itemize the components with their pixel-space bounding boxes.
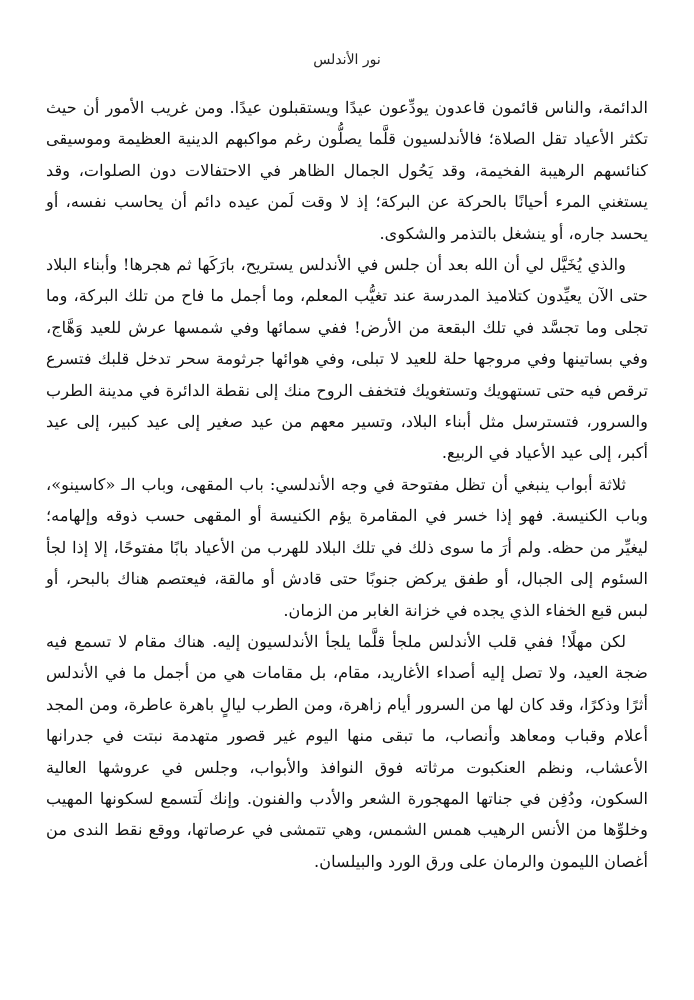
paragraph-1: الدائمة، والناس قائمون قاعدون يودِّعون عيدًا ويستقبلون عيدًا. ومن غريب الأمور أن حيث تكثر الأعياد تقل الصلاة؛ فالأندلسيون قلَّما يصلُّون رغم مواكبهم الدينية العظيمة وموسيقى كنائسهم الرهيبة الفخيمة، وقد يَحُول الجمال الظاهر في الاحتفالات دون الصلوات، وقد يستغني المرء أحيانًا بالحركة عن البركة؛ إذ لا وقت لَمن عيده دائم أن يحاسب نفسه، أو يحسد جاره، أو ينشغل بالتذمر والشكوى. [46, 98, 648, 243]
paragraph-4: لكن مهلًا! ففي قلب الأندلس ملجأ قلَّما يلجأ الأندلسيون إليه. هناك مقام لا تسمع فيه ضجة العيد، ولا تصل إليه أصداء الأغاريد، مقام، بل مقامات هي من أجمل ما في الأندلس أثرًا وذكرًا، وقد كان لها من السرور أيام زاهرة، ومن الطرب ليالٍ باهرة عاطرة، ومن المجد أعلام وقباب ومعاهد وأنصاب، ما تبقى منها اليوم غير قصور متهدمة نبتت في جدرانها الأعشاب، ونظم العنكبوت مرثاته فوق النوافذ والأبواب، وجلس في عروشها العالية السكون، ودُفِن في جناتها المهجورة الشعر والأدب والفنون. وإنك لَتسمع لسكونها المهيب وخلوِّها من الأنس الرهيب همس الشمس، وهي تتمشى في عرصاتها، ووقع نقط الندى من أغصان الليمون والرمان على ورق الورد والبيلسان. [46, 631, 648, 871]
running-header: نور الأندلس [313, 52, 381, 68]
body-text [46, 92, 648, 877]
paragraph-2: والذي يُخَيَّل لي أن الله بعد أن جلس في الأندلس يستريح، بارَكَها ثم هجرها! وأبناء البلاد حتى الآن يعيِّدون كتلاميذ المدرسة عند تغيُّب المعلم، وما أجمل ما فاح من تلك البركة، وما تجلى وما تجسَّد في تلك البقعة من الأرض! ففي سمائها وفي شمسها عرش للعيد وَهَّاج، وفي بساتينها وفي مروجها حلة للعيد لا تبلى، وفي هوائها جرثومة سحر تدخل قلبك فتسرع ترقص فيه حتى تستهويك وتستغويك فتخفف الروح منك إلى نقطة الدائرة في مدينة الطرب والسرور، فتسترسل مثل أبناء البلاد، وتسير معهم من عيد صغير إلى عيد كبير، إلى عيد أكبر، إلى عيد الأعياد في الربيع. [46, 255, 648, 463]
paragraph-3: ثلاثة أبواب ينبغي أن تظل مفتوحة في وجه الأندلسي: باب المقهى، وباب الـ «كاسينو»، وباب الكنيسة. فهو إذا خسر في المقامرة يؤم الكنيسة أو المقهى حسب ذوقه وإلهامه؛ ليغيِّر من حظه. ولم أرَ ما سوى ذلك في تلك البلاد للهرب من الأعياد بابًا مفتوحًا، إلا إذا لجأ السئوم إلى الجبال، أو طفق يركض جنوبًا حتى قادش أو مالقة، فيعتصم هناك بالبحر، أو لبس قبع الخفاء الذي يجده في خزانة الغابر من الزمان. [46, 474, 648, 620]
